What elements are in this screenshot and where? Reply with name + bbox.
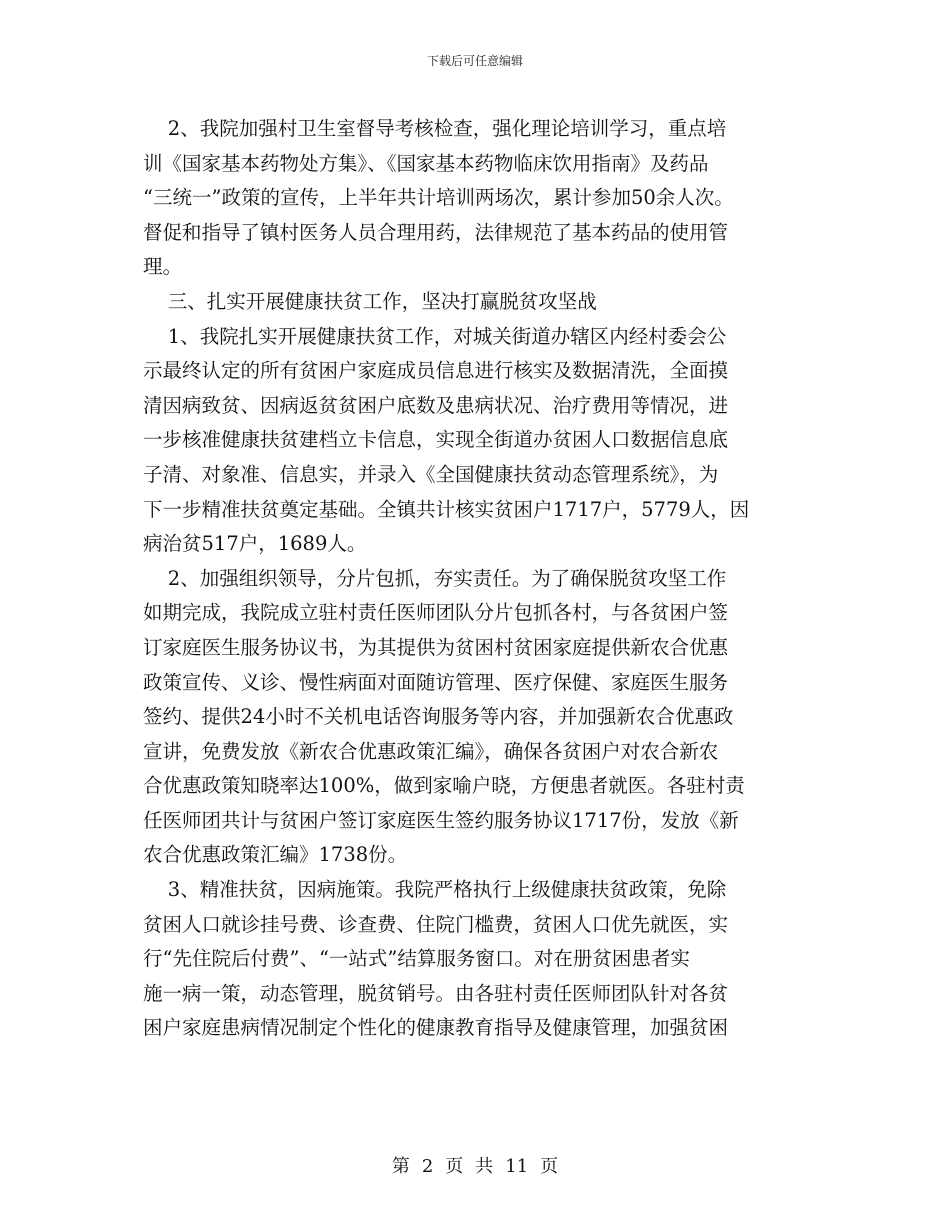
text-line: 子清、对象准、信息实，并录入《全国健康扶贫动态管理系统》，为 bbox=[143, 462, 719, 486]
text-line: 任医师团共计与贫困户签订家庭医生签约服务协议1717份，发放《新 bbox=[143, 808, 739, 832]
footer-page-word: 页 bbox=[445, 1156, 464, 1177]
text-line: 训《国家基本药物处方集》、《国家基本药物临床饮用指南》及药品 bbox=[143, 151, 709, 175]
text-line: 理。 bbox=[143, 255, 183, 279]
text-line: 农合优惠政策汇编》1738份。 bbox=[143, 843, 408, 867]
footer-prefix: 第 bbox=[391, 1156, 410, 1177]
text-line: 1、我院扎实开展健康扶贫工作，对城关街道办辖区内经村委会公 bbox=[143, 324, 727, 348]
text-line: 宣讲，免费发放《新农合优惠政策汇编》，确保各贫困户对农合新农 bbox=[143, 739, 719, 763]
text-line: 行“先住院后付费”、“一站式”结算服务窗口。对在册贫困患者实 bbox=[143, 947, 690, 971]
text-line: 施一病一策，动态管理，脱贫销号。由各驻村责任医师团队针对各贫 bbox=[143, 981, 729, 1005]
text-line: 督促和指导了镇村医务人员合理用药，法律规范了基本药品的使用管 bbox=[143, 220, 729, 244]
text-line: 3、精准扶贫，因病施策。我院严格执行上级健康扶贫政策，免除 bbox=[143, 878, 727, 902]
section-heading: 三、扎实开展健康扶贫工作，坚决打赢脱贫攻坚战 bbox=[143, 289, 597, 313]
text-line: 2、我院加强村卫生室督导考核检查，强化理论培训学习，重点培 bbox=[143, 117, 727, 140]
text-line: 合优惠政策知晓率达100%，做到家喻户晓，方便患者就医。各驻村责 bbox=[143, 774, 745, 798]
text-line: 一步核准健康扶贫建档立卡信息，实现全街道办贫困人口数据信息底 bbox=[143, 428, 729, 452]
document-body bbox=[143, 112, 815, 1046]
text-line: “三统一”政策的宣传，上半年共计培训两场次，累计参加50余人次。 bbox=[143, 186, 734, 210]
text-line: 2、加强组织领导，分片包抓，夯实责任。为了确保脱贫攻坚工作 bbox=[143, 566, 727, 590]
total-page-count: 11 bbox=[505, 1156, 529, 1177]
page-header-note: 下载后可任意编辑 bbox=[426, 54, 523, 68]
text-line: 签约、提供24小时不关机电话咨询服务等内容，并加强新农合优惠政 bbox=[143, 705, 734, 729]
text-line: 困户家庭患病情况制定个性化的健康教育指导及健康管理，加强贫困 bbox=[143, 1016, 729, 1040]
text-line: 贫困人口就诊挂号费、诊查费、住院门槛费，贫困人口优先就医，实 bbox=[143, 912, 729, 936]
text-line: 病治贫517户，1689人。 bbox=[143, 532, 367, 556]
footer-total-word: 共 bbox=[475, 1156, 494, 1177]
text-line: 下一步精准扶贫奠定基础。全镇共计核实贫困户1717户，5779人，因 bbox=[143, 497, 750, 521]
text-line: 示最终认定的所有贫困户家庭成员信息进行核实及数据清洗，全面摸 bbox=[143, 359, 729, 383]
text-line: 订家庭医生服务协议书，为其提供为贫困村贫困家庭提供新农合优惠 bbox=[143, 635, 729, 659]
text-line: 清因病致贫、因病返贫贫困户底数及患病状况、治疗费用等情况，进 bbox=[143, 393, 729, 417]
page-footer bbox=[0, 1152, 950, 1178]
text-line: 政策宣传、义诊、慢性病面对面随访管理、医疗保健、家庭医生服务 bbox=[143, 670, 729, 694]
footer-suffix: 页 bbox=[540, 1156, 559, 1177]
text-line: 如期完成，我院成立驻村责任医师团队分片包抓各村，与各贫困户签 bbox=[143, 601, 729, 625]
current-page-number: 2 bbox=[421, 1156, 434, 1177]
